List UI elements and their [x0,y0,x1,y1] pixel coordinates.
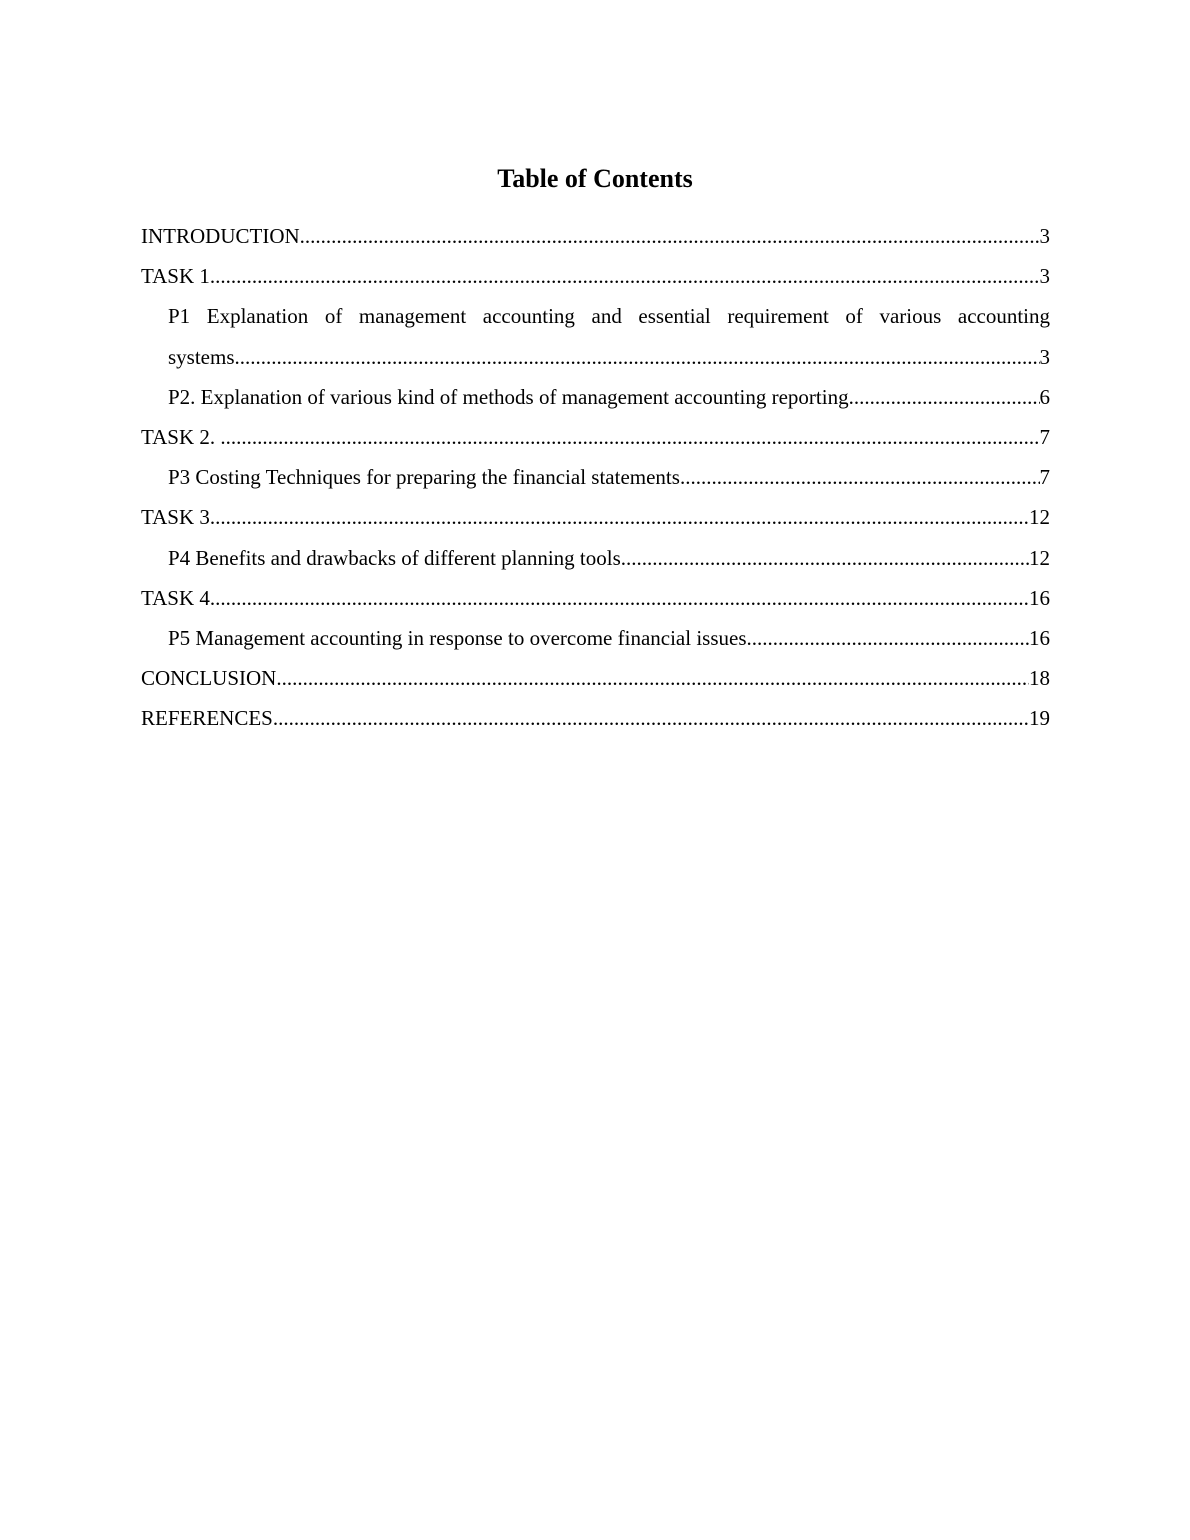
toc-entry-page: 7 [1039,465,1050,490]
dot-leader [621,538,1029,578]
toc-entry-task-1[interactable] [141,256,1050,296]
toc-entry-label: TASK 4 [141,585,210,610]
toc-entry-page: 3 [1039,344,1050,369]
dot-leader [849,377,1040,417]
toc-entry-page: 19 [1029,706,1050,731]
dot-leader [220,417,1039,457]
toc-entry-label: CONCLUSION [141,666,277,691]
dot-leader [235,337,1040,377]
dot-leader [210,256,1040,296]
toc-list [141,216,1050,738]
toc-entry-label: INTRODUCTION [141,224,300,248]
toc-entry-page: 6 [1039,384,1050,409]
toc-entry-label: P1 Explanation of management accounting and essential requirement of various accounting [168,304,1050,329]
dot-leader [273,698,1029,738]
toc-entry-label: P4 Benefits and drawbacks of different planning tools [168,545,621,570]
toc-entry-p2[interactable] [141,377,1050,417]
toc-entry-references[interactable] [141,698,1050,738]
toc-entry-task-2[interactable] [141,417,1050,457]
toc-entry-p4[interactable] [141,538,1050,578]
toc-entry-p1-line1[interactable] [141,296,1050,336]
toc-entry-task-4[interactable] [141,578,1050,618]
toc-entry-page: 3 [1039,224,1050,248]
dot-leader [300,216,1040,256]
dot-leader [210,497,1029,537]
toc-entry-page: 7 [1039,424,1050,449]
toc-entry-p3[interactable] [141,457,1050,497]
dot-leader [276,658,1029,698]
toc-entry-label: P5 Management accounting in response to overcome financial issues [168,625,747,650]
toc-entry-task-3[interactable] [141,497,1050,537]
toc-entry-introduction[interactable] [141,216,1050,256]
toc-entry-label: P3 Costing Techniques for preparing the financial statements [168,465,680,490]
toc-entry-page: 16 [1029,625,1050,650]
toc-entry-label: P2. Explanation of various kind of methods of management accounting reporting [168,384,849,409]
toc-entry-label: TASK 3 [141,505,210,530]
dot-leader [747,618,1029,658]
toc-entry-conclusion[interactable] [141,658,1050,698]
toc-entry-p5[interactable] [141,618,1050,658]
dot-leader [210,578,1029,618]
toc-entry-label: TASK 2. [141,424,221,449]
toc-entry-page: 12 [1029,545,1050,570]
toc-entry-page: 18 [1029,666,1050,691]
toc-entry-label: systems [168,344,235,369]
toc-entry-page: 16 [1029,585,1050,610]
toc-entry-page: 12 [1029,505,1050,530]
toc-entry-page: 3 [1039,264,1050,289]
toc-entry-label: TASK 1 [141,264,210,289]
toc-title: Table of Contents [497,164,693,193]
toc-entry-label: REFERENCES [141,706,273,731]
toc-entry-p1[interactable] [141,337,1050,377]
dot-leader [680,457,1040,497]
